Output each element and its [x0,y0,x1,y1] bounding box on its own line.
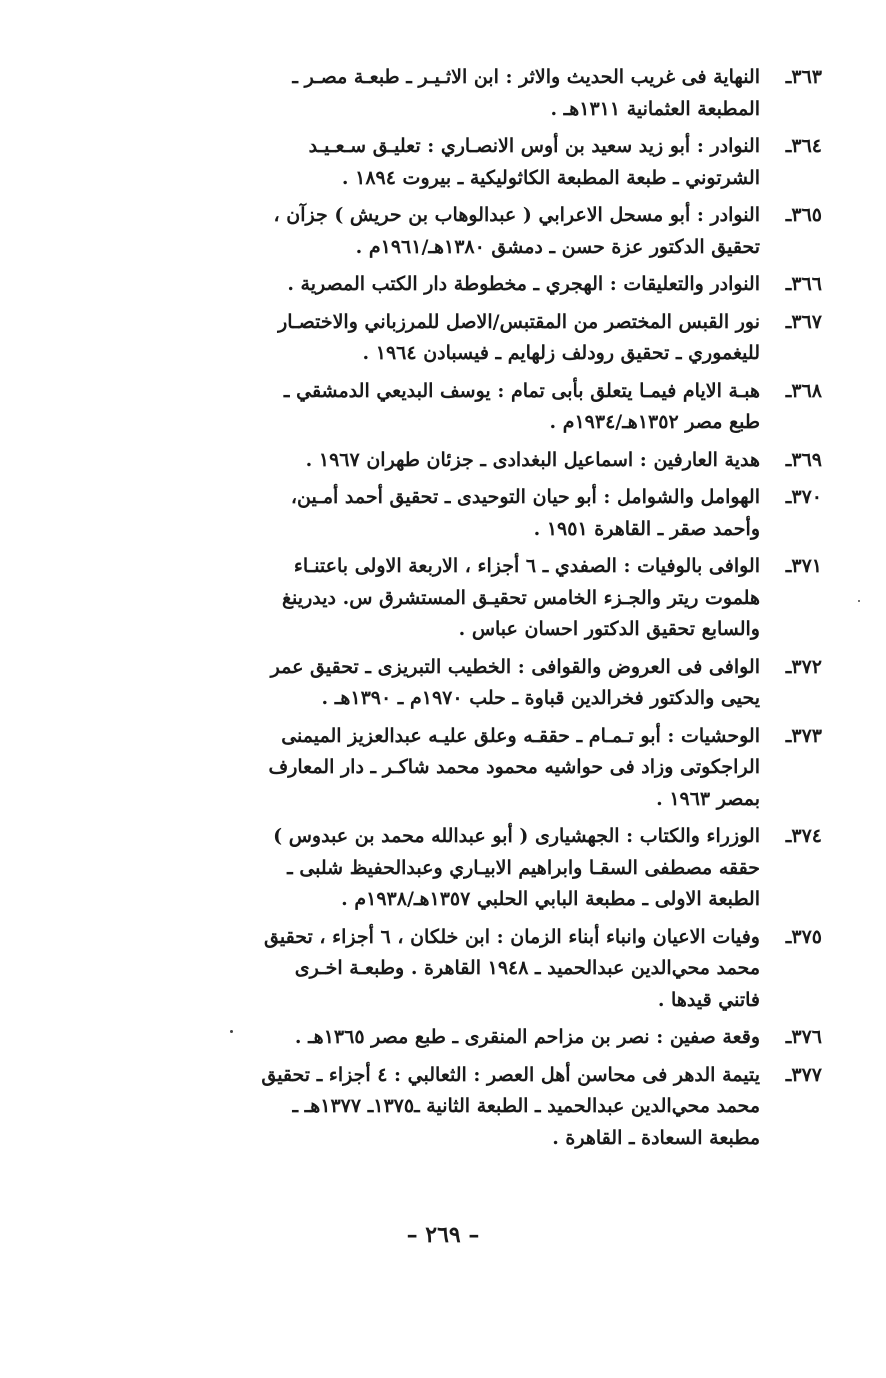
bibliography-entry [150,652,822,715]
entry-line: هلموت ريتر والجـزء الخامس تحقيـق المستشرق س. ديدرينغ [281,586,760,609]
entry-number: ٣٦٣ـ [785,66,822,88]
entry-number: ٣٦٦ـ [785,273,822,295]
entry-line: الطبعة الاولى ـ مطبعة البابي الحلبي ١٣٥٧هـ/١٩٣٨م . [341,888,760,910]
bibliography-entry [150,376,822,439]
entry-line: وأحمد صقر ـ القاهرة ١٩٥١ . [533,517,760,540]
entry-line: وفيات الاعيان وانباء أبناء الزمان : ابن خلكان ، ٦ أجزاء ، تحقيق [264,925,760,948]
bibliography-entry [150,131,822,194]
entry-line: بمصر ١٩٦٣ . [656,787,760,810]
entry-line: النوادر : أبو زيد سعيد بن أوس الانصـاري : تعليـق سـعـيـد [308,135,760,157]
entry-number: ٣٧٥ـ [785,925,822,948]
entry-line: النوادر والتعليقات : الهجري ـ مخطوطة دار الكتب المصرية . [287,273,760,295]
entry-line: والسابع تحقيق الدكتور احسان عباس . [458,618,760,640]
entry-line: الهوامل والشوامل : أبو حيان التوحيدى ـ تحقيق أحمد أمـين، [290,486,760,508]
entry-line: يحيى والدكتور فخرالدين قباوة ـ حلب ١٩٧٠م ـ ١٣٩٠هـ . [321,687,760,709]
bibliography-entry [150,922,822,1017]
entry-number: ٣٧٦ـ [785,1026,822,1048]
bibliography-list [150,62,822,1160]
entry-line: محمد محي‌الدين عبدالحميد ـ الطبعة الثانية ـ١٣٧٥ـ ١٣٧٧هـ ـ [292,1095,760,1117]
print-speck [858,600,860,602]
entry-line: هبـة الايام فيمـا يتعلق بأبى تمام : يوسف البديعي الدمشقي ـ [283,379,760,402]
bibliography-entry [150,551,822,646]
bibliography-entry [150,62,822,125]
entry-number: ٣٧١ـ [785,555,822,577]
entry-line: تحقيق الدكتور عزة حسن ـ دمشق ١٣٨٠هـ/١٩٦١م . [355,235,760,258]
entry-line: النوادر : أبو مسحل الاعرابي ( عبدالوهاب بن حريش ) جزآن ، [273,204,760,226]
bibliography-entry [150,307,822,370]
entry-line: لليغموري ـ تحقيق رودلف زلهايم ـ فيسبادن ١٩٦٤ . [362,342,760,364]
bibliography-entry [150,721,822,816]
entry-line: حققه مصطفى السقـا وابراهيم الابيـاري وعبدالحفيظ شلبى ـ [287,856,760,879]
entry-line: وقعة صفين : نصر بن مزاحم المنقرى ـ طبع مصر ١٣٦٥هـ . [294,1026,760,1048]
entry-line: يتيمة الدهر فى محاسن أهل العصر : الثعالبي : ٤ أجزاء ـ تحقيق [261,1063,760,1086]
entry-number: ٣٦٤ـ [785,135,822,157]
entry-number: ٣٦٧ـ [785,310,822,333]
entry-line: هدية العارفين : اسماعيل البغدادى ـ جزئان طهران ١٩٦٧ . [305,448,760,471]
entry-line: محمد محي‌الدين عبدالحميد ـ ١٩٤٨ القاهرة . وطبعـة اخـرى [294,957,760,979]
entry-line: نور القبس المختصر من المقتبس/الاصل للمرزباني والاختصـار [278,310,760,333]
bibliography-entry [150,1022,822,1054]
entry-number: ٣٧٠ـ [785,486,822,508]
entry-line: الراجكوتى وزاد فى حواشيه محمود محمد شاكـر ـ دار المعارف [268,756,760,778]
bibliography-entry [150,445,822,477]
entry-line: الوحشيات : أبو تـمـام ـ حققـه وعلق عليـه عبدالعزيز الميمنى [281,724,760,747]
entry-line: الشرتوني ـ طبعة المطبعة الكاثوليكية ـ بيروت ١٨٩٤ . [341,166,760,189]
entry-line: الوافى فى العروض والقوافى : الخطيب التبريزى ـ تحقيق عمر [270,655,760,678]
entry-line: فاتني قيدها . [657,988,760,1011]
entry-line: النهاية فى غريب الحديث والاثر : ابن الاثـيـر ـ طبعـة مصـر ـ [292,66,760,88]
entry-number: ٣٧٣ـ [785,724,822,747]
entry-number: ٣٦٨ـ [785,379,822,402]
bibliography-entry [150,1060,822,1155]
bibliography-entry [150,821,822,916]
entry-line: مطبعة السعادة ـ القاهرة . [552,1126,760,1149]
entry-number: ٣٧٤ـ [785,825,822,847]
entry-number: ٣٧٧ـ [785,1063,822,1086]
print-speck [230,1030,233,1033]
entry-line: الوزراء والكتاب : الجهشيارى ( أبو عبدالله محمد بن عبدوس ) [273,825,760,847]
bibliography-entry [150,269,822,301]
entry-line: المطبعة العثمانية ١٣١١هـ . [550,97,760,120]
entry-number: ٣٧٢ـ [785,655,822,678]
entry-line: طبع مصر ١٣٥٢هـ/١٩٣٤م . [549,411,760,433]
bibliography-entry [150,482,822,545]
page-number: – ٢٦٩ – [406,1222,480,1248]
entry-line: الوافى بالوفيات : الصفدي ـ ٦ أجزاء ، الاربعة الاولى باعتنـاء [293,555,760,577]
entry-number: ٣٦٥ـ [785,204,822,226]
bibliography-entry [150,200,822,263]
entry-number: ٣٦٩ـ [785,448,822,471]
